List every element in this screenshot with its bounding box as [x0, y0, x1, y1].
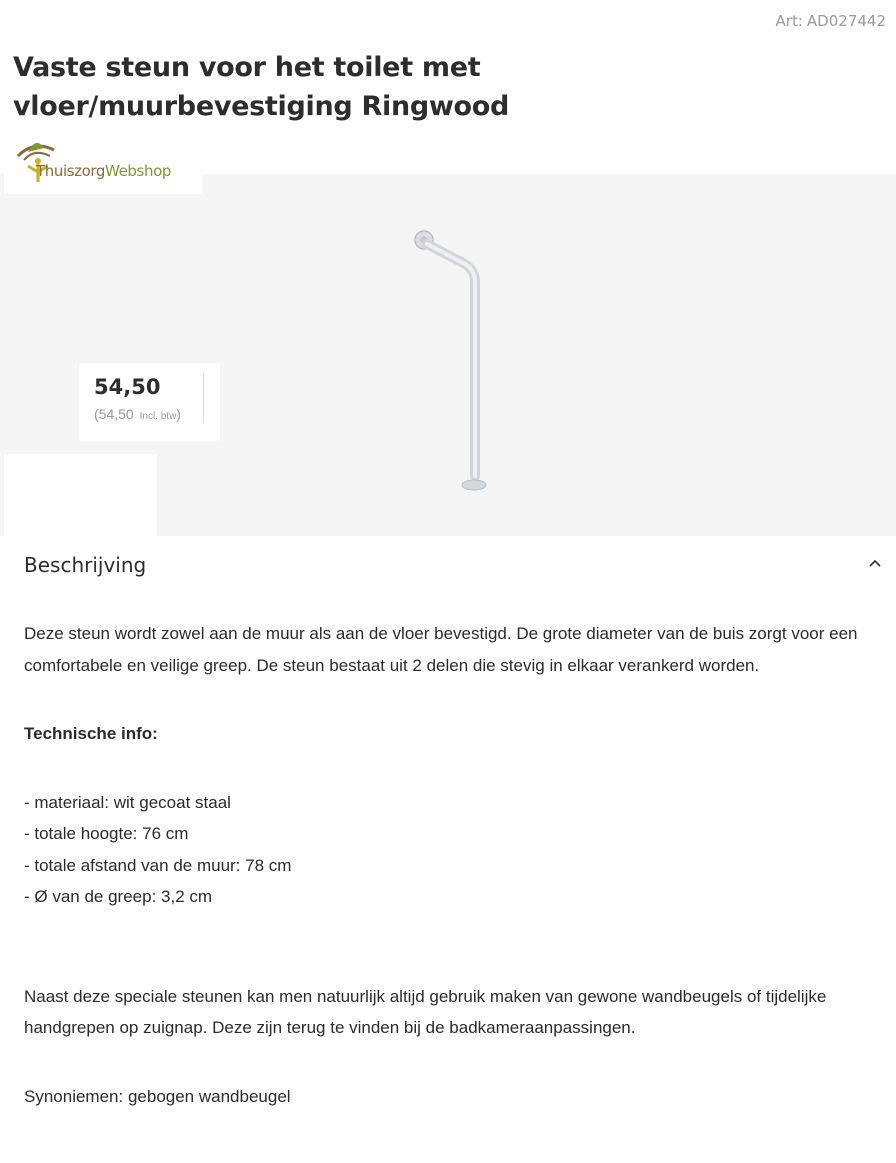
brand-logo — [4, 134, 202, 194]
logo-text-part2: Webshop — [105, 162, 171, 180]
description-accordion-header[interactable] — [0, 537, 896, 593]
price-incl-amount: 54,50 — [98, 406, 134, 422]
description-intro: Deze steun wordt zowel aan de muur als aan de vloer bevestigd. De grote diameter van de buis zorgt voor een comfortabele en veilige greep. De steun bestaat uit 2 delen die stevig in elkaar verankerd worden. — [24, 624, 858, 675]
paren-open: ( — [94, 406, 99, 422]
chevron-up-icon[interactable] — [868, 557, 882, 571]
brand-logo-text — [36, 162, 171, 180]
price-incl-label: Incl. btw — [139, 411, 177, 422]
price-incl-vat — [94, 406, 181, 422]
price-divider — [203, 373, 204, 423]
product-photo[interactable] — [405, 226, 505, 496]
description-extra: Naast deze speciale steunen kan men natuurlijk altijd gebruik maken van gewone wandbeugels of tijdelijke handgrepen op zuignap. Deze zijn terug te vinden bij de badkameraanpassingen. — [24, 986, 827, 1037]
thumbnail-placeholder — [4, 454, 157, 536]
article-number — [776, 12, 886, 30]
spec-item: - totale afstand van de muur: 78 cm — [24, 855, 292, 875]
price-box — [79, 363, 220, 441]
paren-close: ) — [176, 406, 181, 422]
article-number-value: AD027442 — [806, 12, 886, 30]
synonyms: Synoniemen: gebogen wandbeugel — [24, 1086, 291, 1106]
spec-item: - Ø van de greep: 3,2 cm — [24, 887, 213, 906]
technical-info-heading: Technische info: — [24, 724, 158, 743]
spec-item: - totale hoogte: 76 cm — [24, 824, 189, 843]
product-title: Vaste steun voor het toilet met vloer/muurbevestiging Ringwood — [13, 52, 510, 122]
article-number-label: Art: — [775, 12, 803, 30]
description-body — [24, 618, 874, 1112]
logo-text-part1: Thuiszorg — [36, 162, 106, 180]
price-amount: 54,50 — [94, 375, 161, 399]
description-heading: Beschrijving — [24, 553, 147, 577]
spec-item: - materiaal: wit gecoat staal — [24, 792, 231, 812]
